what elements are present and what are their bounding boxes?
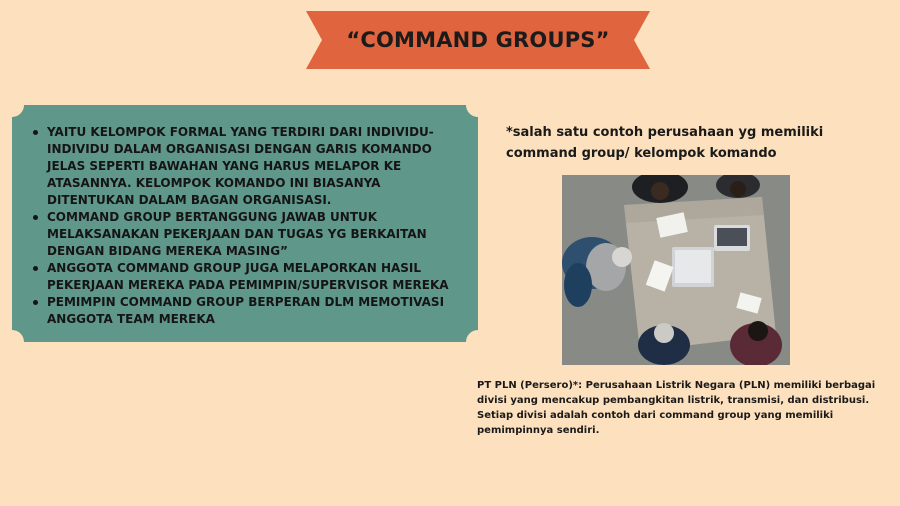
- title-banner: [306, 11, 650, 69]
- bullet-item: ANGGOTA COMMAND GROUP JUGA MELAPORKAN HASIL PEKERJAAN MEREKA PADA PEMIMPIN/SUPERVISOR MEREKA: [31, 260, 471, 294]
- page-title: “COMMAND GROUPS”: [346, 28, 610, 52]
- meeting-photo-illustration: [562, 175, 790, 365]
- bullet-item: YAITU KELOMPOK FORMAL YANG TERDIRI DARI INDIVIDU-INDIVIDU DALAM ORGANISASI DENGAN GARIS KOMANDO JELAS SEPERTI BAWAHAN YANG HARUS MELAPOR KE ATASANNYA. KELOMPOK KOMANDO INI BIASANYA DITENTUKAN DALAM BAGAN ORGANISASI.: [31, 124, 471, 209]
- meeting-photo: [562, 175, 790, 365]
- side-note: *salah satu contoh perusahaan yg memiliki command group/ kelompok komando: [506, 125, 824, 161]
- bullet-list: [31, 124, 471, 328]
- caption-text: PT PLN (Persero)*: Perusahaan Listrik Negara (PLN) memiliki berbagai divisi yang mencakup pembangkitan listrik, transmisi, dan distribusi. Setiap divisi adalah contoh dari command group yang memiliki pemimpinnya sendiri.: [477, 380, 876, 436]
- bullet-item: COMMAND GROUP BERTANGGUNG JAWAB UNTUK MELAKSANAKAN PEKERJAAN DAN TUGAS YG BERKAITAN DENGAN BIDANG MEREKA MASING”: [31, 209, 471, 260]
- bullet-item: PEMIMPIN COMMAND GROUP BERPERAN DLM MEMOTIVASI ANGGOTA TEAM MEREKA: [31, 294, 471, 328]
